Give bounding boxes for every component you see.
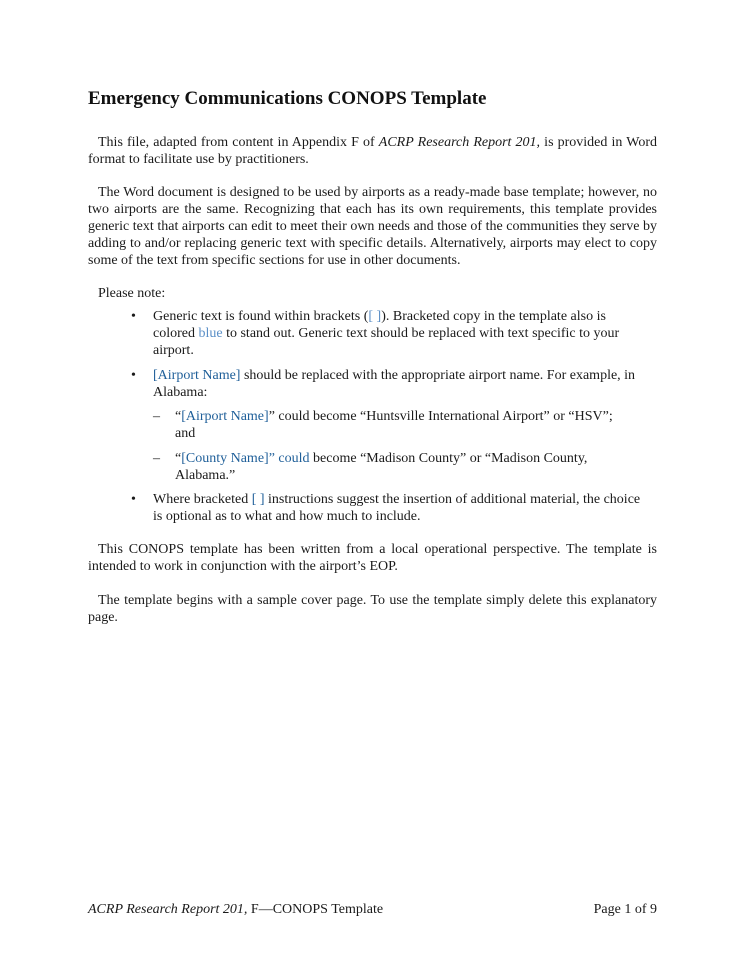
dash-icon: –: [153, 451, 160, 466]
note-label: Please note:: [98, 286, 166, 301]
list-item-text: [153, 491, 643, 525]
airport-name-placeholder: [Airport Name]: [181, 409, 269, 424]
instructions-text: The template begins with a sample cover page. To use the template simply delete this explanatory page.: [88, 593, 657, 625]
text-segment: should be replaced with the appropriate airport name. For example, in Alabama:: [153, 368, 636, 400]
footer-source: [88, 901, 383, 918]
intro-text-1: This file, adapted from content in Appendix F of: [98, 135, 379, 150]
text-segment: ). Bracketed copy in the template also is colored: [153, 309, 606, 341]
text-segment: “: [175, 409, 182, 424]
footer-report-italic: ACRP Research Report 201,: [88, 902, 248, 917]
text-segment: become “Madison County” or “Madison County, Alabama.”: [175, 451, 588, 483]
list-item-text: [153, 308, 643, 359]
bullet-icon: •: [131, 492, 136, 507]
text-segment: to stand out. Generic text should be replaced with text specific to your airport.: [153, 326, 620, 358]
bullet-icon: •: [131, 309, 136, 324]
airport-name-placeholder: [Airport Name]: [153, 368, 241, 383]
bracket-sample: [ ]: [251, 492, 265, 507]
document-title: Emergency Communications CONOPS Template: [88, 88, 487, 109]
text-segment: Generic text is found within brackets (: [153, 309, 369, 324]
county-name-placeholder: [County Name]: [181, 451, 269, 466]
text-segment: “: [175, 451, 182, 466]
dash-icon: –: [153, 409, 160, 424]
sub-list-item-text: [175, 450, 635, 484]
bullet-icon: •: [131, 368, 136, 383]
report-title-italic: ACRP Research Report 201,: [378, 135, 541, 150]
text-segment: ” could become “Huntsville International Airport” or “HSV”; and: [175, 409, 613, 441]
intro-text-2: is provided in Word format to facilitate use by practitioners.: [88, 135, 658, 167]
page-number: Page 1 of 9: [593, 902, 657, 917]
instructions-paragraph: [88, 592, 657, 626]
bracket-sample: [ ]: [368, 309, 382, 324]
intro-paragraph: [88, 134, 657, 168]
text-segment: Where bracketed: [153, 492, 252, 507]
text-segment: instructions suggest the insertion of additional material, the choice is optional as to what and how much to include.: [153, 492, 641, 524]
sub-list-item-text: [175, 408, 635, 442]
perspective-text: This CONOPS template has been written from a local operational perspective. The template is intended to work in conjunction with the airport’s EOP.: [88, 542, 657, 574]
footer-text: F—CONOPS Template: [247, 902, 384, 917]
text-segment: ” could: [268, 451, 310, 466]
description-text: The Word document is designed to be used by airports as a ready-made base template; however, no two airports are the same. Recognizing that each has its own requirements, this template provides generic text that airports can edit to meet their own needs and those of the communities they serve by adding to and/or replacing generic text with specific details. Alternatively, airports may elect to copy some of the text from specific sections for use in other documents.: [88, 185, 657, 268]
blue-word: blue: [198, 326, 223, 341]
description-paragraph: [88, 184, 657, 269]
list-item-text: [153, 367, 643, 401]
perspective-paragraph: [88, 541, 657, 575]
